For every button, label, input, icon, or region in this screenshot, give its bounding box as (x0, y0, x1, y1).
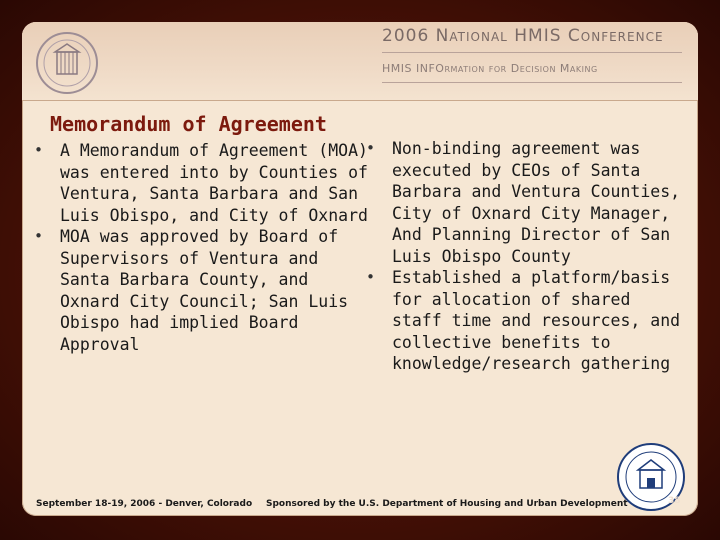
conference-subtitle: HMIS INFOrmation for Decision Making (382, 62, 598, 75)
bullet-text: Established a platform/basis for allocation of shared staff time and resources, and collective benefits to knowledge/research gathering (392, 268, 681, 373)
page-number: 38 (668, 496, 681, 506)
slide-title: Memorandum of Agreement (50, 112, 327, 136)
bullet-icon: • (366, 268, 376, 286)
left-bullet-item (30, 140, 370, 226)
right-bullet-item (362, 267, 682, 375)
bullet-icon: • (34, 141, 44, 159)
bullet-text: Non-binding agreement was executed by CEOs of Santa Barbara and Ventura Counties, City of Oxnard City Manager, And Planning Director of San Luis Obispo County (392, 139, 681, 266)
footer-date-location: September 18-19, 2006 - Denver, Colorado (36, 499, 253, 509)
right-bullet-item (362, 138, 682, 267)
slide-header (22, 22, 698, 101)
header-divider-top (382, 52, 682, 53)
bullet-icon: • (366, 139, 376, 157)
bullet-text: MOA was approved by Board of Supervisors of Ventura and Santa Barbara County, and Oxnard City Council; San Luis Obispo had implied Board Approval (60, 227, 349, 354)
conference-title: 2006 National HMIS Conference (382, 26, 664, 46)
bullet-text: A Memorandum of Agreement (MOA) was entered into by Counties of Ventura, Santa Barbara and San Luis Obispo, and City of Oxnard (60, 141, 368, 225)
right-bullet-column (362, 138, 682, 375)
bullet-icon: • (34, 227, 44, 245)
hud-logo-icon (32, 28, 102, 98)
left-bullet-column (30, 140, 370, 355)
header-divider-bottom (382, 82, 682, 83)
footer-sponsor: Sponsored by the U.S. Department of Housing and Urban Development (266, 499, 628, 509)
left-bullet-item (30, 226, 370, 355)
